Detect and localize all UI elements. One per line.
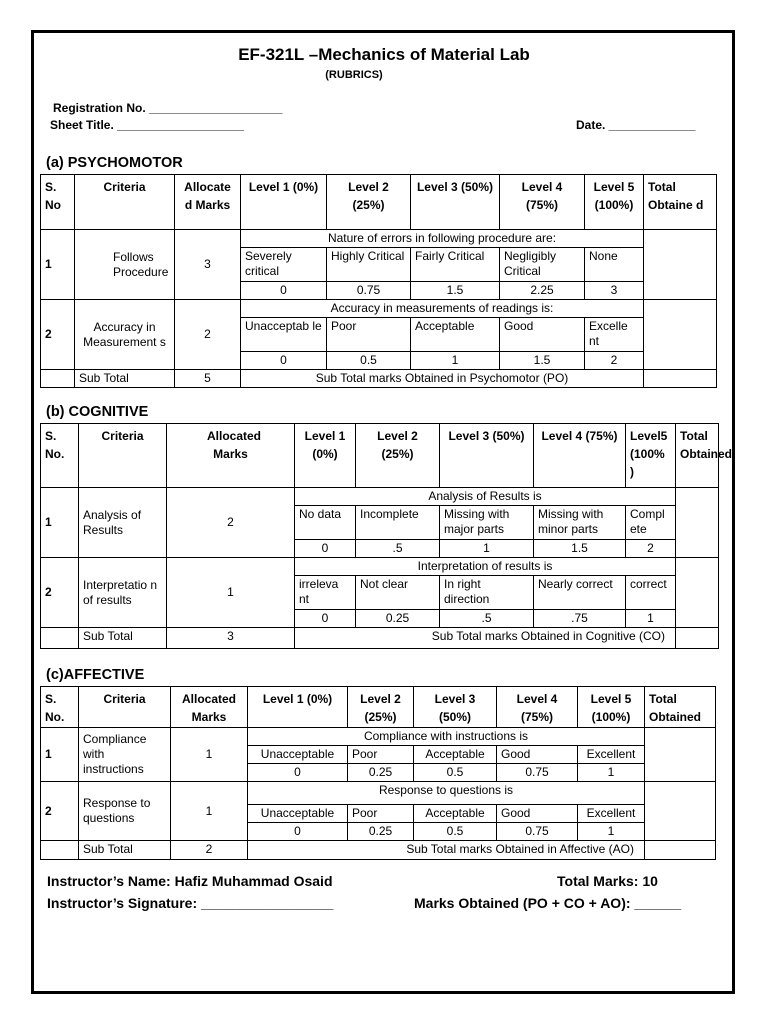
level-3-cell: Acceptable	[414, 805, 497, 823]
row-description: Response to questions is	[248, 782, 645, 805]
score-cell: 0	[248, 823, 348, 841]
level-2-cell: Poor	[327, 318, 411, 352]
score-cell: 2.25	[500, 282, 585, 300]
score-cell: 0.75	[497, 764, 578, 782]
row-total-obtained	[645, 728, 716, 782]
level-5-cell: correct	[626, 576, 676, 610]
subtotal-marks: 5	[175, 370, 241, 388]
affective-table	[40, 686, 716, 860]
row-allocated-marks: 1	[171, 728, 248, 782]
row-description: Analysis of Results is	[295, 488, 676, 506]
score-cell: 0.5	[414, 764, 497, 782]
subtotal-obtained	[676, 628, 719, 649]
row-criteria: Compliance with instructions	[79, 728, 171, 782]
header-level-4: Level 4 (75%)	[500, 175, 585, 230]
row-criteria: Interpretatio n of results	[79, 558, 167, 628]
level-2-cell: Poor	[348, 746, 414, 764]
score-cell: 3	[585, 282, 644, 300]
row-total-obtained	[645, 782, 716, 841]
level-3-cell: Missing with major parts	[440, 506, 534, 540]
row-total-obtained	[644, 230, 717, 300]
header-criteria: Criteria	[79, 687, 171, 728]
date-field: Date. _____________	[576, 118, 696, 132]
level-1-cell: No data	[295, 506, 356, 540]
row-sno: 2	[41, 558, 79, 628]
header-allocated-marks: Allocate d Marks	[175, 175, 241, 230]
level-3-cell: Acceptable	[411, 318, 500, 352]
level-1-cell: Unacceptab le	[241, 318, 327, 352]
row-allocated-marks: 2	[175, 300, 241, 370]
header-level-1: Level 1 (0%)	[248, 687, 348, 728]
score-cell: 1	[440, 540, 534, 558]
header-total-obtained: Total Obtained	[676, 424, 719, 488]
level-2-cell: Poor	[348, 805, 414, 823]
row-description: Nature of errors in following procedure are:	[241, 230, 644, 248]
score-cell: 0.25	[356, 610, 440, 628]
score-cell: 0	[295, 610, 356, 628]
score-cell: 0.25	[348, 764, 414, 782]
header-total-obtained: Total Obtaine d	[644, 175, 717, 230]
row-description: Compliance with instructions is	[248, 728, 645, 746]
row-criteria: Analysis of Results	[79, 488, 167, 558]
level-4-cell: Good	[497, 805, 578, 823]
level-3-cell: Acceptable	[414, 746, 497, 764]
level-2-cell: Highly Critical	[327, 248, 411, 282]
marks-obtained: Marks Obtained (PO + CO + AO): ______	[414, 895, 682, 911]
cognitive-heading: (b) COGNITIVE	[46, 404, 149, 420]
cognitive-table	[40, 423, 733, 649]
header-sno: S. No	[41, 175, 75, 230]
header-criteria: Criteria	[75, 175, 175, 230]
score-cell: .75	[534, 610, 626, 628]
level-5-cell: Excellent	[578, 805, 645, 823]
psychomotor-table	[40, 174, 717, 388]
score-cell: 1.5	[500, 352, 585, 370]
row-allocated-marks: 1	[171, 782, 248, 841]
score-cell: 0.75	[497, 823, 578, 841]
level-5-cell: Compl ete	[626, 506, 676, 540]
subtotal-marks: 3	[167, 628, 295, 649]
header-level-5: Level5 (100% )	[626, 424, 676, 488]
level-1-cell: Unacceptable	[248, 746, 348, 764]
header-level-3: Level 3 (50%)	[411, 175, 500, 230]
score-cell: 2	[585, 352, 644, 370]
score-cell: 0	[241, 352, 327, 370]
score-cell: 0	[248, 764, 348, 782]
instructor-signature: Instructor’s Signature: _________________	[47, 895, 334, 911]
row-allocated-marks: 3	[175, 230, 241, 300]
header-sno: S. No.	[41, 687, 79, 728]
header-level-2: Level 2 (25%)	[356, 424, 440, 488]
level-3-cell: Fairly Critical	[411, 248, 500, 282]
header-level-3: Level 3 (50%)	[414, 687, 497, 728]
header-level-3: Level 3 (50%)	[440, 424, 534, 488]
row-criteria: Accuracy in Measurement s	[75, 300, 175, 370]
score-cell: 1	[626, 610, 676, 628]
score-cell: 0.5	[327, 352, 411, 370]
affective-heading: (c)AFFECTIVE	[46, 667, 145, 683]
subtotal-marks: 2	[171, 841, 248, 860]
row-description: Accuracy in measurements of readings is:	[241, 300, 644, 318]
subtotal-text: Sub Total marks Obtained in Psychomotor (PO)	[241, 370, 644, 388]
header-level-4: Level 4 (75%)	[534, 424, 626, 488]
score-cell: 0.5	[414, 823, 497, 841]
score-cell: .5	[440, 610, 534, 628]
score-cell: 0	[241, 282, 327, 300]
level-4-cell: Negligibly Critical	[500, 248, 585, 282]
score-cell: 0.25	[348, 823, 414, 841]
total-marks: Total Marks: 10	[557, 873, 658, 889]
score-cell: 1.5	[411, 282, 500, 300]
score-cell: 0	[295, 540, 356, 558]
header-allocated-marks: Allocated Marks	[171, 687, 248, 728]
subtotal-blank	[41, 628, 79, 649]
level-1-cell: irreleva nt	[295, 576, 356, 610]
score-cell: 1	[578, 823, 645, 841]
header-level-1: Level 1 (0%)	[295, 424, 356, 488]
level-4-cell: Good	[500, 318, 585, 352]
registration-field: Registration No. ____________________	[53, 101, 283, 115]
level-1-cell: Severely critical	[241, 248, 327, 282]
subtotal-label: Sub Total	[75, 370, 175, 388]
subtotal-text: Sub Total marks Obtained in Affective (AO)	[248, 841, 645, 860]
row-allocated-marks: 1	[167, 558, 295, 628]
row-sno: 1	[41, 728, 79, 782]
row-criteria: Response to questions	[79, 782, 171, 841]
header-level-4: Level 4 (75%)	[497, 687, 578, 728]
header-sno: S. No.	[41, 424, 79, 488]
level-4-cell: Missing with minor parts	[534, 506, 626, 540]
row-sno: 1	[41, 488, 79, 558]
level-3-cell: In right direction	[440, 576, 534, 610]
row-criteria: Follows Procedure	[75, 230, 175, 300]
page-subtitle: (RUBRICS)	[325, 69, 383, 81]
subtotal-label: Sub Total	[79, 841, 171, 860]
level-2-cell: Not clear	[356, 576, 440, 610]
score-cell: 0.75	[327, 282, 411, 300]
score-cell: 1	[578, 764, 645, 782]
subtotal-obtained	[644, 370, 717, 388]
header-level-2: Level 2 (25%)	[348, 687, 414, 728]
header-criteria: Criteria	[79, 424, 167, 488]
level-1-cell: Unacceptable	[248, 805, 348, 823]
level-4-cell: Good	[497, 746, 578, 764]
score-cell: 1.5	[534, 540, 626, 558]
header-level-2: Level 2 (25%)	[327, 175, 411, 230]
row-total-obtained	[676, 488, 719, 558]
row-allocated-marks: 2	[167, 488, 295, 558]
row-total-obtained	[676, 558, 719, 628]
row-total-obtained	[644, 300, 717, 370]
page-title: EF-321L –Mechanics of Material Lab	[238, 45, 530, 64]
subtotal-blank	[41, 841, 79, 860]
sheet-title-field: Sheet Title. ___________________	[50, 118, 244, 132]
subtotal-blank	[41, 370, 75, 388]
header-total-obtained: Total Obtained	[645, 687, 716, 728]
level-4-cell: Nearly correct	[534, 576, 626, 610]
level-5-cell: Excellent	[578, 746, 645, 764]
header-level-5: Level 5 (100%)	[578, 687, 645, 728]
row-sno: 2	[41, 300, 75, 370]
header-level-1: Level 1 (0%)	[241, 175, 327, 230]
level-5-cell: None	[585, 248, 644, 282]
score-cell: 2	[626, 540, 676, 558]
score-cell: 1	[411, 352, 500, 370]
header-allocated-marks: Allocated Marks	[167, 424, 295, 488]
score-cell: .5	[356, 540, 440, 558]
level-5-cell: Excelle nt	[585, 318, 644, 352]
level-2-cell: Incomplete	[356, 506, 440, 540]
subtotal-text: Sub Total marks Obtained in Cognitive (CO)	[295, 628, 676, 649]
row-description: Interpretation of results is	[295, 558, 676, 576]
subtotal-obtained	[645, 841, 716, 860]
header-level-5: Level 5 (100%)	[585, 175, 644, 230]
instructor-name: Instructor’s Name: Hafiz Muhammad Osaid	[47, 873, 333, 889]
row-sno: 2	[41, 782, 79, 841]
psychomotor-heading: (a) PSYCHOMOTOR	[46, 155, 183, 171]
subtotal-label: Sub Total	[79, 628, 167, 649]
row-sno: 1	[41, 230, 75, 300]
